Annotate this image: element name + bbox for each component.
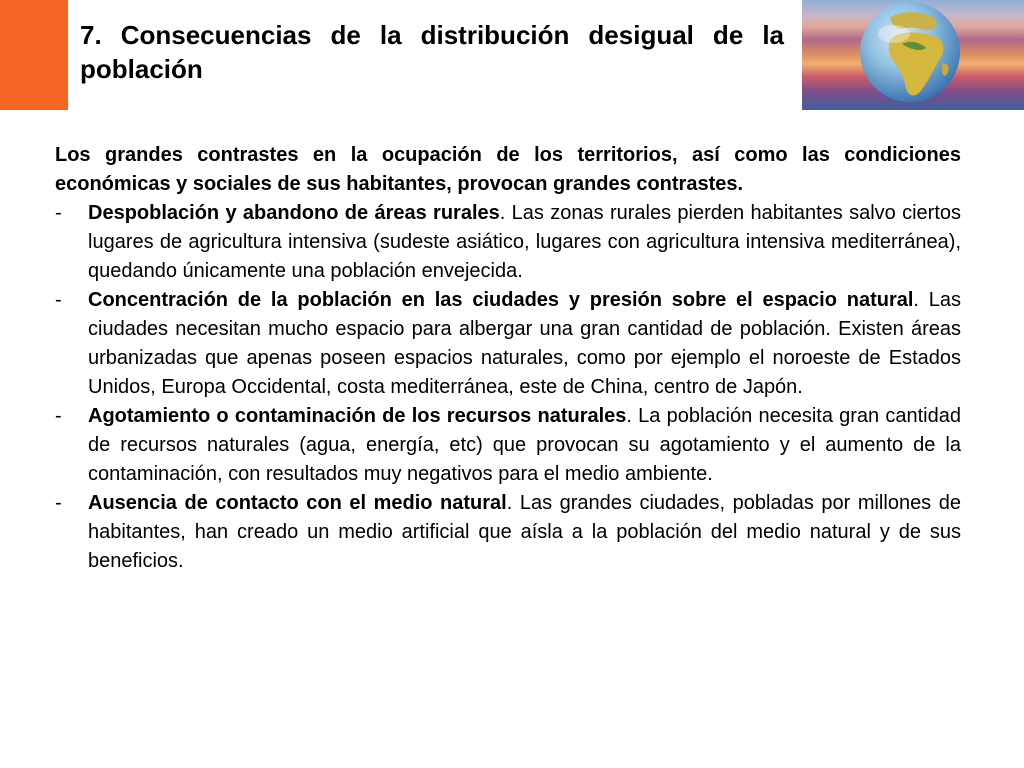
bullet-heading: Despoblación y abandono de áreas rurales <box>88 202 500 224</box>
orange-accent-bar <box>0 0 68 110</box>
bullet-text: . Las grandes ciudades, pobladas por millones de habitantes, han creado un medio artificial que aísla a la población del medio natural y de sus beneficios. <box>88 492 961 572</box>
bullet-heading: Concentración de la población en las ciudades y presión sobre el espacio natural <box>88 289 914 311</box>
bullet-dash: - <box>55 202 62 224</box>
list-item <box>55 199 961 286</box>
intro-paragraph: Los grandes contrastes en la ocupación de los territorios, así como las condiciones económicas y sociales de sus habitantes, provocan grandes contrastes. <box>55 144 961 195</box>
bullet-text: . Las zonas rurales pierden habitantes salvo ciertos lugares de agricultura intensiva (sudeste asiático, lugares con agricultura intensiva mediterránea), quedando únicamente una población envejecida. <box>88 202 961 282</box>
list-item <box>55 286 961 402</box>
bullet-heading: Agotamiento o contaminación de los recursos naturales <box>88 405 627 427</box>
bullet-heading: Ausencia de contacto con el medio natural <box>88 492 507 514</box>
bullet-dash: - <box>55 289 62 311</box>
consequences-list <box>55 199 961 576</box>
globe-banner-image <box>802 0 1024 110</box>
bullet-text: . La población necesita gran cantidad de recursos naturales (agua, energía, etc) que provocan su agotamiento y el aumento de la contaminación, con resultados muy negativos para el medio ambiente. <box>88 405 961 485</box>
bullet-dash: - <box>55 492 62 514</box>
bullet-dash: - <box>55 405 62 427</box>
globe-icon <box>802 0 1024 110</box>
slide-content <box>55 141 961 576</box>
list-item <box>55 402 961 489</box>
slide-title: 7. Consecuencias de la distribución desigual de la población <box>80 20 784 84</box>
bullet-text: . Las ciudades necesitan mucho espacio para albergar una gran cantidad de población. Existen áreas urbanizadas que apenas poseen espacios naturales, como por ejemplo el noroeste de Estados Unidos, Europa Occidental, costa mediterránea, este de China, centro de Japón. <box>88 289 962 398</box>
list-item <box>55 489 961 576</box>
